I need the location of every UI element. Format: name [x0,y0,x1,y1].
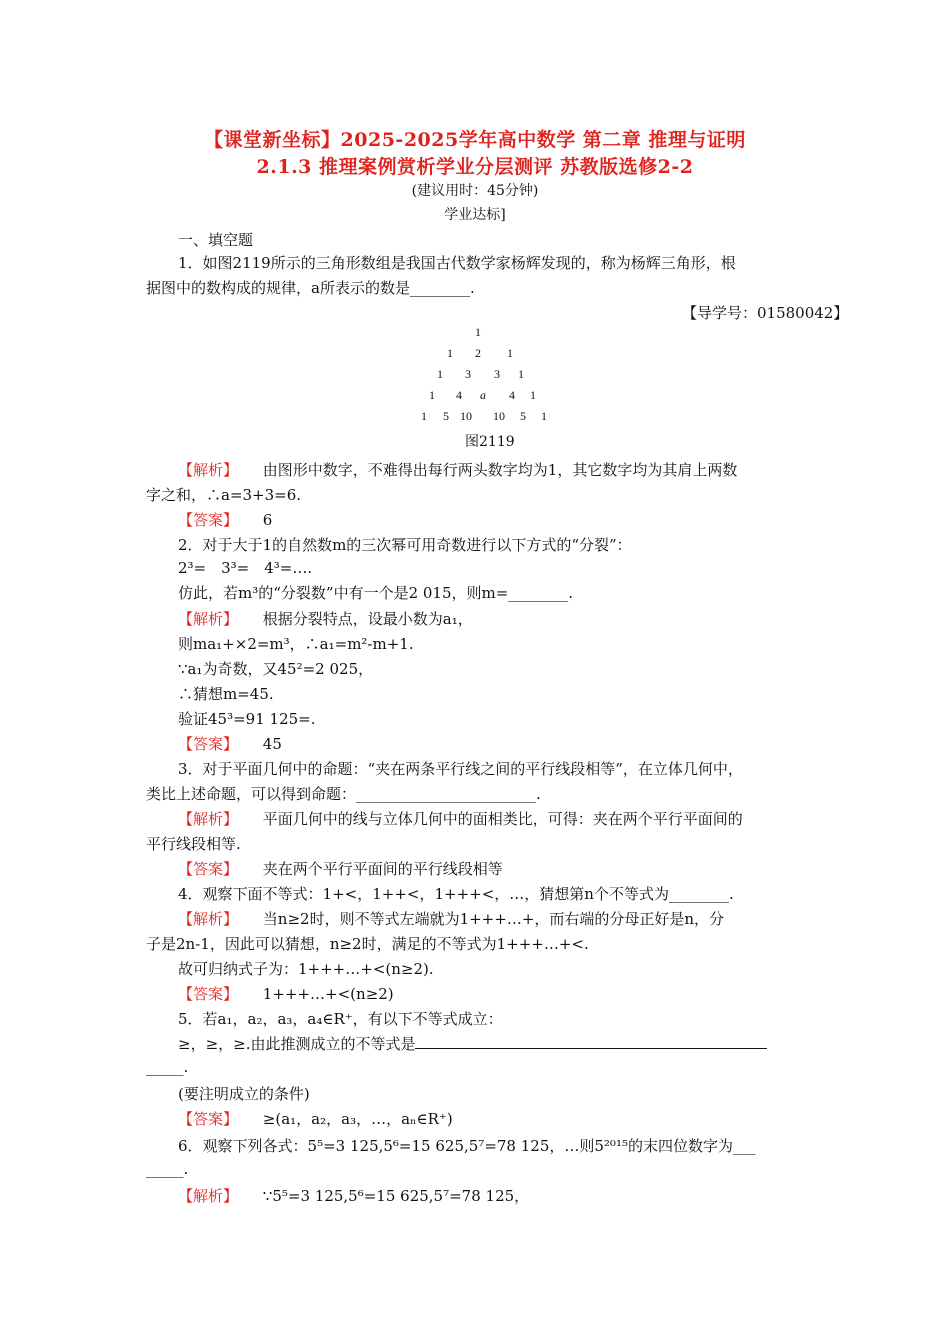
q5-text-b-row [178,1033,767,1054]
q3-answer-row [178,858,503,879]
answer-label: 【答案】 [178,735,239,753]
q5-text-b: ≥，≥，≥.由此推测成立的不等式是 [178,1035,416,1053]
q6-text-a: 6．观察下列各式：5⁵=3 125,5⁶=15 625,5⁷=78 125，…则5²⁰¹⁵的末四位数字为___ [178,1137,756,1155]
q4-analysis: 当n≥2时，则不等式左端就为1+++…+，而右端的分母正好是n，分 [262,910,725,928]
q2-text-a: 2．对于大于1的自然数m的三次幂可用奇数进行以下方式的“分裂”： [178,536,632,554]
q1-analysis-row [178,459,737,480]
q2-line2: 则ma₁+×2=m³，∴a₁=m²-m+1. [178,635,414,653]
q2-answer: 45 [262,735,282,753]
q5-text-d: (要注明成立的条件) [178,1085,310,1103]
q4-analysis-row [178,908,724,929]
answer-label: 【答案】 [178,511,239,529]
analysis-label: 【解析】 [178,1187,239,1205]
guide-number: 【导学号：01580042】 [682,304,849,322]
q1-analysis-b: 字之和，∴a=3+3=6. [146,486,302,504]
q6-text-b: _____. [146,1160,189,1178]
triangle-cell: 1 [518,367,524,381]
q6-analysis-row [178,1185,529,1206]
section-tag: 学业达标] [444,207,506,223]
q2-analysis: 根据分裂特点，设最小数为a₁， [262,610,473,628]
analysis-label: 【解析】 [178,610,239,628]
section-header: 一、填空题 [178,231,254,249]
q4-text: 4．观察下面不等式：1+<，1++<，1+++<，…，猜想第n个不等式为________. [178,885,734,903]
answer-label: 【答案】 [178,860,239,878]
analysis-label: 【解析】 [178,810,239,828]
analysis-label: 【解析】 [178,910,239,928]
suggested-time: (建议用时：45分钟) [411,183,539,199]
q3-answer: 夹在两个平行平面间的平行线段相等 [262,860,503,878]
q3-analysis-b: 平行线段相等. [146,835,241,853]
figure-caption: 图2119 [465,434,515,450]
q4-answer-row [178,983,394,1004]
q1-analysis-text: 由图形中数字，不难得出每行两头数字均为1，其它数字均为其肩上两数 [262,461,738,479]
triangle-cell: 3 [465,367,471,381]
answer-label: 【答案】 [178,985,239,1003]
q2-analysis-row [178,608,473,629]
document-title-line1: 【课堂新坐标】2025-2025学年高中数学 第二章 推理与证明 [204,129,746,151]
q4-analysis-b: 子是2n-1，因此可以猜想，n≥2时，满足的不等式为1+++…+<. [146,935,589,953]
q1-answer: 6 [262,511,273,529]
triangle-cell: 1 [541,409,547,423]
triangle-cell: 10 [460,409,472,423]
q1-text-b: 据图中的数构成的规律，a所表示的数是________. [146,279,475,297]
q4-line3: 故可归纳式子为：1+++…+<(n≥2). [178,960,434,978]
q3-text-a: 3．对于平面几何中的命题：“夹在两条平行线之间的平行线段相等”，在立体几何中， [178,760,743,778]
triangle-cell: 1 [437,367,443,381]
triangle-cell: 1 [507,346,513,360]
q4-answer: 1+++…+<(n≥2) [262,985,394,1003]
triangle-cell: 5 [520,409,526,423]
q2-line3: ∵a₁为奇数，又45²=2 025， [178,660,374,678]
q5-answer: ≥(a₁，a₂，a₃，…，aₙ∈R⁺) [262,1110,453,1128]
triangle-cell: 2 [475,346,481,360]
document-title-line2: 2.1.3 推理案例赏析学业分层测评 苏教版选修2-2 [256,156,694,178]
q5-text-c: _____. [146,1058,189,1076]
q2-line5: 验证45³=91 125=. [178,710,316,728]
q1-text-a: 1．如图2119所示的三角形数组是我国古代数学家杨辉发现的，称为杨辉三角形，根 [178,254,736,272]
q5-answer-row [178,1108,453,1129]
q2-line4: ∴猜想m=45. [178,685,274,703]
triangle-cell-a: a [480,388,486,402]
q3-text-b: 类比上述命题，可以得到命题：________________________. [146,785,541,803]
q3-analysis-row [178,808,743,829]
answer-blank [415,1034,767,1049]
q2-text-b: 2³= 3³= 4³=…. [178,559,313,577]
q2-text-c: 仿此，若m³的“分裂数”中有一个是2 015，则m=________. [178,584,574,602]
q5-text-a: 5．若a₁，a₂，a₃，a₄∈R⁺，有以下不等式成立： [178,1010,503,1028]
q6-analysis: ∵5⁵=3 125,5⁶=15 625,5⁷=78 125， [262,1187,530,1205]
triangle-cell: 1 [421,409,427,423]
triangle-cell: 5 [443,409,449,423]
triangle-cell: 4 [509,388,515,402]
analysis-label: 【解析】 [178,461,239,479]
triangle-cell: 1 [429,388,435,402]
triangle-cell: 1 [447,346,453,360]
triangle-cell: 4 [456,388,462,402]
q2-answer-row [178,733,282,754]
triangle-cell: 3 [494,367,500,381]
q3-analysis: 平面几何中的线与立体几何中的面相类比，可得：夹在两个平行平面间的 [262,810,743,828]
triangle-cell: 1 [530,388,536,402]
triangle-cell: 10 [493,409,505,423]
triangle-cell: 1 [475,325,481,339]
answer-label: 【答案】 [178,1110,239,1128]
q1-answer-row [178,509,272,530]
